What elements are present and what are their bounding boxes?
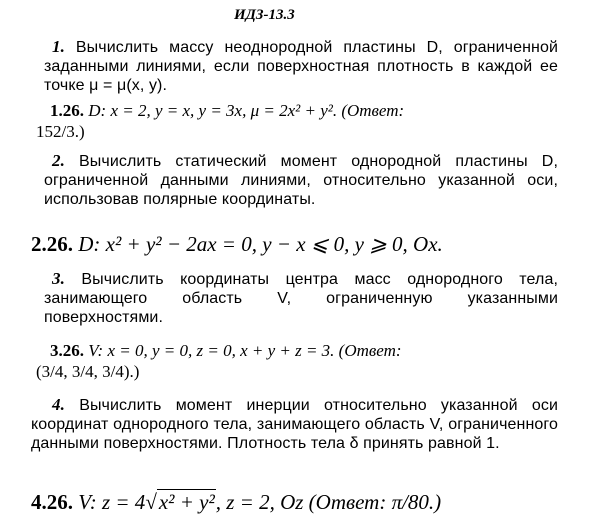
- problem-3: [50, 341, 402, 361]
- problem-1: [50, 101, 404, 121]
- task-4: [31, 395, 558, 453]
- task-3-text: Вычислить координаты центра масс однородного тела, занимающего область V, ограниченную указанными поверхностями.: [44, 271, 558, 326]
- problem-1-body: D: x = 2, y = x, y = 3x, μ = 2x² + y². (Ответ:: [88, 101, 405, 120]
- problem-1-answer-text: 152/3.): [36, 122, 85, 141]
- problem-2-number: 2.26.: [31, 232, 73, 256]
- problem-4-radicand: x² + y²: [158, 490, 215, 514]
- problem-2: [31, 232, 443, 256]
- problem-2-body: D: x² + y² − 2ax = 0, y − x ⩽ 0, y ⩾ 0, Ox.: [78, 232, 443, 256]
- task-3-number: 3.: [52, 269, 65, 288]
- problem-1-answer: [36, 122, 85, 142]
- problem-3-answer-text: (3/4, 3/4, 3/4).): [36, 362, 140, 381]
- task-1-text: Вычислить массу неоднородной пластины D, ограниченной заданными линиями, если поверхностная плотность в каждой ее точке μ = μ(x, y).: [44, 39, 558, 94]
- problem-4: [31, 490, 441, 514]
- task-3: [44, 269, 558, 327]
- task-2-number: 2.: [52, 151, 65, 170]
- problem-1-number: 1.26.: [50, 101, 84, 120]
- problem-3-body: V: x = 0, y = 0, z = 0, x + y + z = 3. (Ответ:: [88, 341, 402, 360]
- sqrt-sign: √x² + y²: [145, 490, 215, 514]
- task-4-text: Вычислить момент инерции относительно указанной оси координат однородного тела, занимающего область V, ограниченного данными поверхностями. Плотность тела δ принять равной 1.: [31, 397, 558, 452]
- task-1-number: 1.: [52, 37, 65, 56]
- problem-4-post: , z = 2, Oz (Ответ: π/80.): [215, 490, 442, 514]
- task-2: [44, 151, 558, 209]
- problem-3-number: 3.26.: [50, 341, 84, 360]
- page-title: ИДЗ-13.3: [234, 7, 295, 23]
- task-4-number: 4.: [52, 395, 65, 414]
- problem-4-pre: V: z = 4: [78, 490, 146, 514]
- problem-4-number: 4.26.: [31, 490, 73, 514]
- task-2-text: Вычислить статический момент однородной пластины D, ограниченной данными линиями, относительно указанной оси, использовав полярные координаты.: [44, 153, 558, 208]
- problem-3-answer: [36, 362, 139, 382]
- task-1: [44, 37, 558, 95]
